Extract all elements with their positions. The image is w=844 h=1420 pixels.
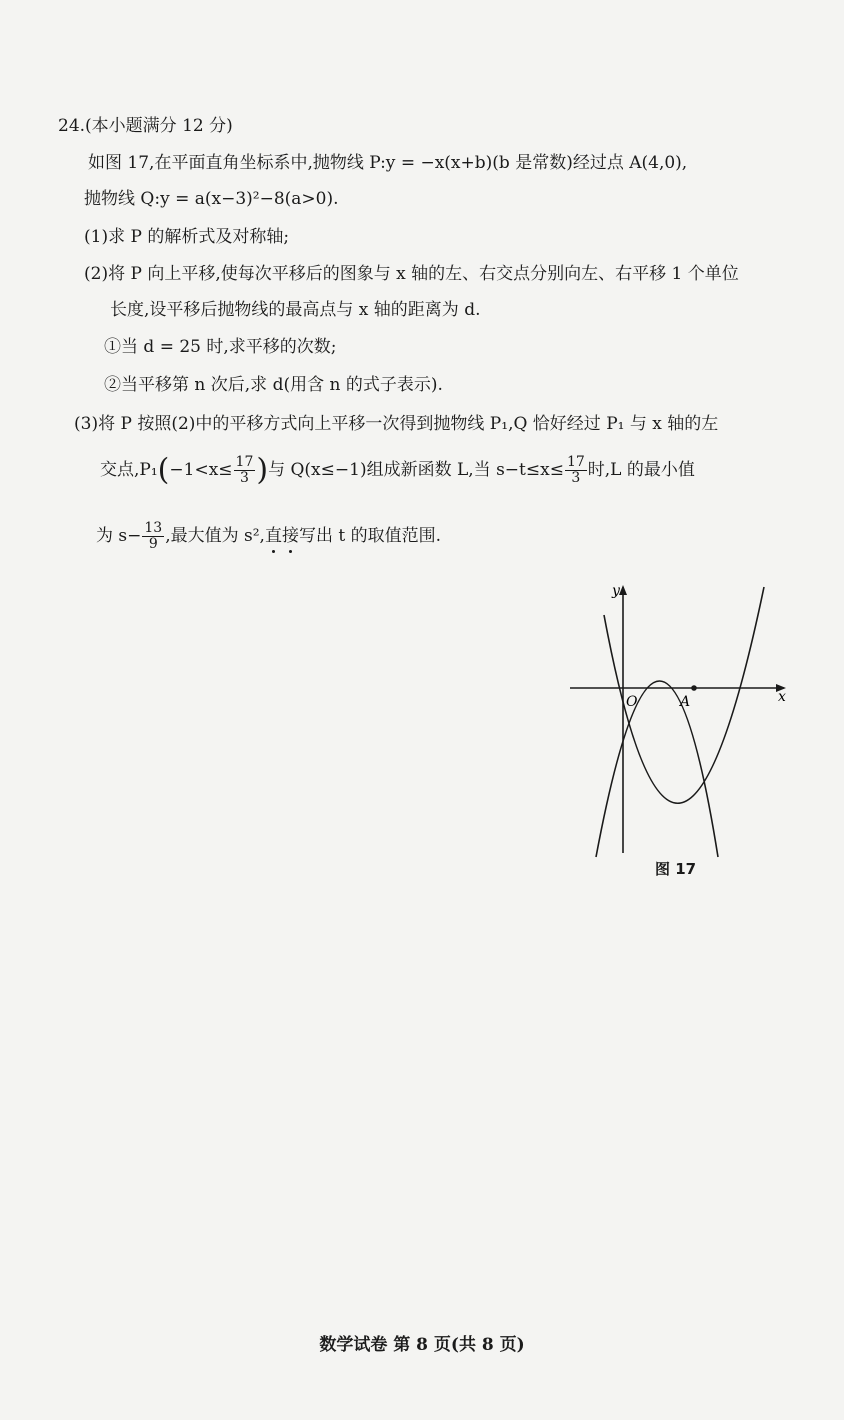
emphasis-dot xyxy=(272,550,275,553)
right-paren: ) xyxy=(256,452,269,488)
y-axis-arrow xyxy=(619,585,627,595)
point-a-label: A xyxy=(680,694,691,710)
q3-text-a: 交点,P₁ xyxy=(100,460,158,480)
emphasis-label: 直接 xyxy=(264,526,299,546)
fraction-17-3-b xyxy=(565,455,587,486)
fraction-numerator: 13 xyxy=(144,520,163,536)
point-a-dot xyxy=(691,685,697,691)
question-2-sub-2: ②当平移第 n 次后,求 d(用含 n 的式子表示). xyxy=(104,375,443,395)
problem-intro-line-1: 如图 17,在平面直角坐标系中,抛物线 P:y = −x(x+b)(b 是常数)经过点 A(4,0), xyxy=(88,153,688,173)
problem-header: 24.(本小题满分 12 分) xyxy=(58,116,233,136)
emphasis-text xyxy=(265,526,299,546)
origin-label: O xyxy=(626,694,638,710)
emphasis-dot xyxy=(289,550,292,553)
fraction-numerator: 17 xyxy=(235,454,254,470)
q3-text-d: 时,L 的最小值 xyxy=(587,460,695,480)
parabola-p-curve xyxy=(596,681,718,857)
fraction-denominator: 9 xyxy=(148,536,158,552)
fraction-denominator: 3 xyxy=(571,470,581,486)
q3-text-b: −1<x≤ xyxy=(169,460,233,480)
q3-text-e: 为 s− xyxy=(96,526,142,546)
question-1: (1)求 P 的解析式及对称轴; xyxy=(84,227,290,247)
question-2-sub-1: ①当 d = 25 时,求平移的次数; xyxy=(104,337,337,357)
y-axis-label: y xyxy=(612,583,620,599)
problem-intro-line-2: 抛物线 Q:y = a(x−3)²−8(a>0). xyxy=(84,189,339,209)
question-3-line-1: (3)将 P 按照(2)中的平移方式向上平移一次得到抛物线 P₁,Q 恰好经过 P₁ 与 x 轴的左 xyxy=(74,414,719,434)
figure-caption: 图 17 xyxy=(655,860,697,878)
question-3-line-2 xyxy=(100,448,695,492)
x-axis-label: x xyxy=(778,689,786,705)
page-footer: 数学试卷 第 8 页(共 8 页) xyxy=(319,1335,525,1355)
fraction-13-9 xyxy=(142,521,164,552)
question-2-line-1: (2)将 P 向上平移,使每次平移后的图象与 x 轴的左、右交点分别向左、右平移 1 个单位 xyxy=(84,264,739,284)
q3-text-c: 与 Q(x≤−1)组成新函数 L,当 s−t≤x≤ xyxy=(268,460,564,480)
question-2-line-2: 长度,设平移后抛物线的最高点与 x 轴的距离为 d. xyxy=(110,300,481,320)
question-3-line-3 xyxy=(96,514,441,558)
fraction-17-3-a xyxy=(234,455,256,486)
q3-text-f: ,最大值为 s², xyxy=(165,526,265,546)
left-paren: ( xyxy=(157,452,170,488)
q3-text-g: 写出 t 的取值范围. xyxy=(298,526,442,546)
fraction-denominator: 3 xyxy=(239,470,249,486)
figure-17-graph xyxy=(562,575,802,865)
fraction-numerator: 17 xyxy=(566,454,585,470)
